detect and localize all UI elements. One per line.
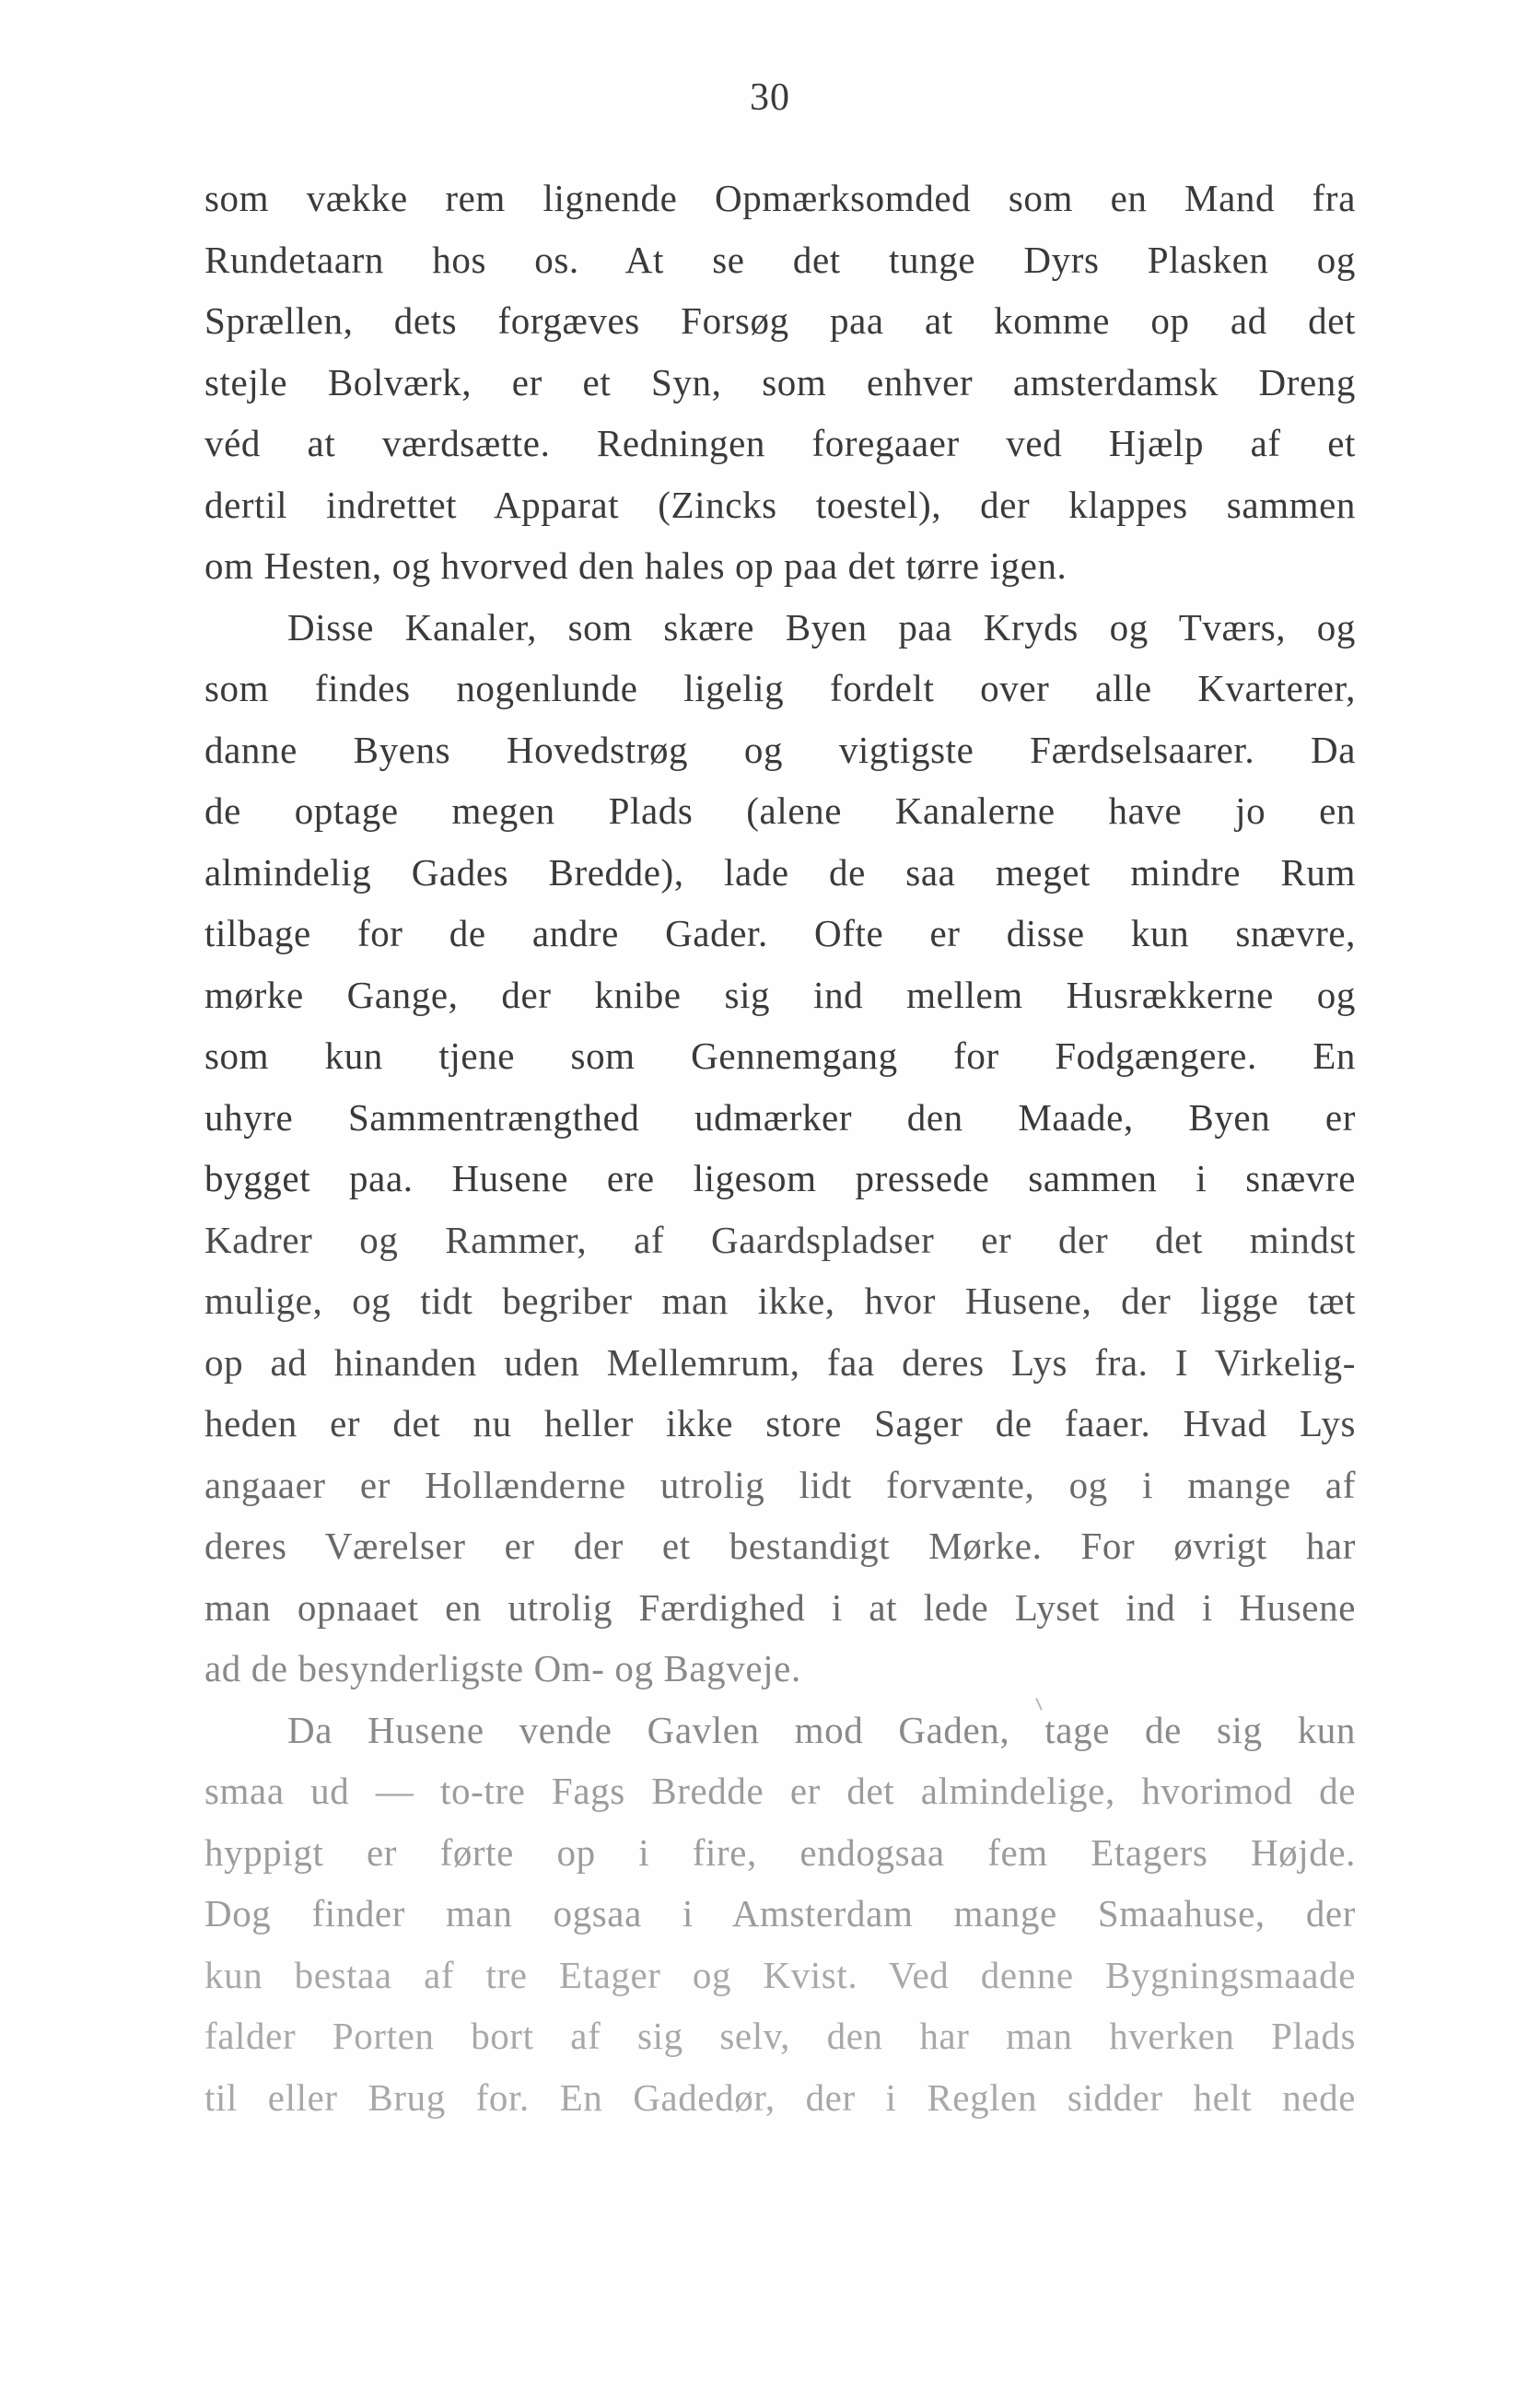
text-line: Dog finder man ogsaa i Amsterdam mange Smaahuse, der	[204, 1892, 1356, 1934]
text-line: man opnaaet en utrolig Færdighed i at lede Lyset ind i Husene	[204, 1585, 1356, 1629]
text-line: véd at værdsætte. Redningen foregaaer ved Hjælp af et	[204, 422, 1356, 464]
text-line: hyppigt er førte op i fire, endogsaa fem Etagers Højde.	[204, 1830, 1356, 1874]
text-line: som findes nogenlunde ligelig fordelt over alle Kvarterer,	[204, 667, 1356, 709]
text-line: heden er det nu heller ikke store Sager de faaer. Hvad Lys	[204, 1402, 1356, 1444]
text-line: som vække rem lignende Opmærksomded som en Mand fra	[204, 177, 1356, 219]
text-line: danne Byens Hovedstrøg og vigtigste Færdselsaarer. Da	[204, 728, 1356, 771]
body-text	[204, 168, 1356, 2128]
text-line: mulige, og tidt begriber man ikke, hvor Husene, der ligge tæt	[204, 1280, 1356, 1322]
text-line: angaaer er Hollænderne utrolig lidt forvænte, og i mange af	[204, 1463, 1356, 1506]
text-line: op ad hinanden uden Mellemrum, faa deres Lys fra. I Virkelig-	[204, 1340, 1356, 1384]
text-line: Da Husene vende Gavlen mod Gaden, tage de sig kun	[287, 1708, 1356, 1751]
text-line: smaa ud — to-tre Fags Bredde er det almindelige, hvorimod de	[204, 1770, 1356, 1812]
text-line: mørke Gange, der knibe sig ind mellem Husrækkerne og	[204, 973, 1356, 1016]
text-line: tilbage for de andre Gader. Ofte er disse kun snævre,	[204, 912, 1356, 954]
text-line: deres Værelser er der et bestandigt Mørke. For øvrigt har	[204, 1525, 1356, 1567]
text-line: Sprællen, dets forgæves Forsøg paa at komme op ad det	[204, 299, 1356, 342]
text-line: ad de besynderligste Om- og Bagveje.	[204, 1647, 801, 1689]
text-line: som kun tjene som Gennemgang for Fodgængere. En	[204, 1034, 1356, 1077]
text-line: stejle Bolværk, er et Syn, som enhver amsterdamsk Dreng	[204, 360, 1356, 403]
text-line: Disse Kanaler, som skære Byen paa Kryds og Tværs, og	[287, 605, 1356, 649]
text-line: uhyre Sammentrængthed udmærker den Maade, Byen er	[204, 1095, 1356, 1139]
text-line: bygget paa. Husene ere ligesom pressede sammen i snævre	[204, 1157, 1356, 1199]
text-line: de optage megen Plads (alene Kanalerne have jo en	[204, 789, 1356, 832]
text-line: om Hesten, og hvorved den hales op paa det tørre igen.	[204, 544, 1068, 587]
text-line: dertil indrettet Apparat (Zincks toestel), der klappes sammen	[204, 483, 1356, 526]
page-number: 30	[750, 76, 790, 119]
text-line: kun bestaa af tre Etager og Kvist. Ved denne Bygningsmaade	[204, 1953, 1356, 1996]
text-line: falder Porten bort af sig selv, den har man hverken Plads	[204, 2015, 1356, 2057]
text-line: til eller Brug for. En Gadedør, der i Reglen sidder helt nede	[204, 2075, 1356, 2119]
text-line: almindelig Gades Bredde), lade de saa meget mindre Rum	[204, 850, 1356, 894]
text-line: Kadrer og Rammer, af Gaardspladser er der det mindst	[204, 1218, 1356, 1261]
text-line: Rundetaarn hos os. At se det tunge Dyrs Plasken og	[204, 238, 1356, 281]
